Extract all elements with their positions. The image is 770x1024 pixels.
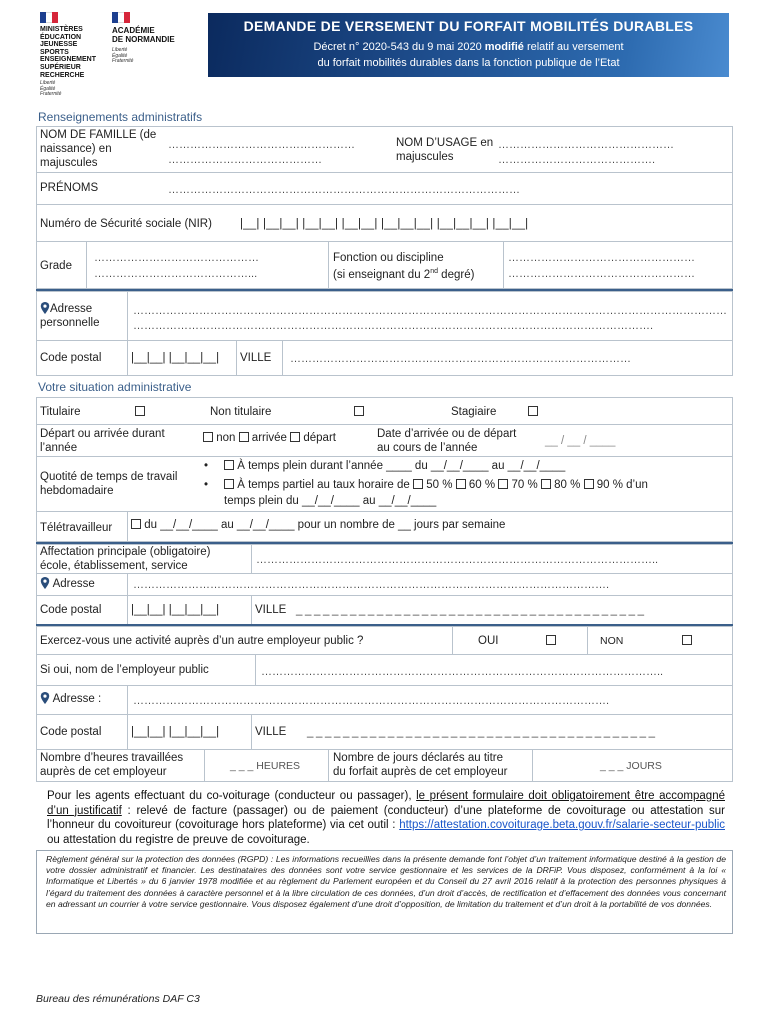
teletravail-field: du __/__/____ au __/__/____ pour un nombre de __ jours par semaine: [131, 518, 505, 532]
ville-affectation-label: VILLE: [255, 604, 287, 616]
nom-famille-label: NOM DE FAMILLE (de naissance) en majuscules: [40, 129, 157, 169]
non-titulaire-label: Non titulaire: [210, 406, 272, 418]
cp-field[interactable]: |__|__| |__|__|__|: [131, 352, 220, 364]
employeur-adresse-field[interactable]: ………………………………………………………………………………………………………………….: [133, 695, 610, 707]
temps-partiel-dates[interactable]: temps plein du __/__/____ au __/__/____: [224, 495, 437, 507]
depart-options: non arrivée départ: [203, 431, 336, 445]
grade-field[interactable]: ………………………………………: [94, 252, 259, 264]
nom-usage-label: NOM D’USAGE en majuscules: [396, 137, 494, 163]
temps-partiel-option: À temps partiel au taux horaire de 50 % 60 % 70 % 80 % 90 % d’un: [224, 478, 648, 492]
depart-label: Départ ou arrivée durant l’année: [40, 428, 165, 454]
quotite-label: Quotité de temps de travail hebdomadaire: [40, 471, 178, 497]
employeur-cp-field[interactable]: |__|__| |__|__|__|: [131, 726, 220, 738]
location-pin-icon: [40, 577, 50, 589]
oui-label: OUI: [478, 635, 499, 647]
employeur-nom-label: Si oui, nom de l’employeur public: [40, 664, 209, 676]
page-title: DEMANDE DE VERSEMENT DU FORFAIT MOBILITÉS DURABLES: [243, 18, 694, 34]
flag-icon: [40, 12, 58, 23]
employeur-ville-label: VILLE: [255, 726, 287, 738]
stagiaire-checkbox[interactable]: [528, 406, 538, 416]
teletravail-label: Télétravailleur: [40, 522, 113, 534]
employeur-cp-label: Code postal: [40, 726, 102, 738]
ville-affectation-field[interactable]: _ _ _ _ _ _ _ _ _ _ _ _ _ _ _ _ _ _ _ _ _ _ _ _ _ _ _ _ _ _ _ _ _ _ _ _ _ _ _: [296, 604, 644, 616]
adresse-perso-label: Adresse personnelle: [40, 303, 100, 329]
cp-affectation-label: Code postal: [40, 604, 102, 616]
prenoms-label: PRÉNOMS: [40, 182, 99, 194]
oui-checkbox[interactable]: [546, 635, 556, 645]
arrivee-checkbox[interactable]: [239, 432, 249, 442]
location-pin-icon: [40, 692, 50, 704]
academy-logo: ACADÉMIE DE NORMANDIE Liberté Égalité Fraternité: [112, 12, 202, 82]
section-title-admin: Renseignements administratifs: [38, 110, 203, 124]
teletravail-checkbox[interactable]: [131, 519, 141, 529]
location-pin-icon: [40, 302, 50, 314]
ville-label: VILLE: [240, 352, 272, 364]
cp-affectation-field[interactable]: |__|__| |__|__|__|: [131, 604, 220, 616]
prenoms-field[interactable]: ……………………………………………………………………………………: [168, 184, 520, 196]
ministry-logo: MINISTÈRES ÉDUCATION JEUNESSE SPORTS ENSEIGNEMENT SUPÉRIEUR RECHERCHE Liberté Égalité Fraternité: [40, 12, 102, 82]
fonction-field[interactable]: ……………………………………………: [508, 252, 695, 264]
adresse-affectation-label: Adresse: [40, 577, 95, 591]
non-employeur-checkbox[interactable]: [682, 635, 692, 645]
flag-icon: [112, 12, 130, 23]
non-checkbox[interactable]: [203, 432, 213, 442]
non-titulaire-checkbox[interactable]: [354, 406, 364, 416]
temps-plein-checkbox[interactable]: [224, 460, 234, 470]
titulaire-checkbox[interactable]: [135, 406, 145, 416]
nir-field[interactable]: |__| |__|__| |__|__| |__|__| |__|__|__| |__|__|__| |__|__|: [240, 218, 529, 230]
date-label: Date d’arrivée ou de départ au cours de l’année: [377, 428, 517, 454]
employeur-nom-field[interactable]: ………………………………………………………………………………………………..: [261, 666, 664, 678]
heures-field[interactable]: _ _ _ HEURES: [230, 760, 301, 772]
titulaire-label: Titulaire: [40, 406, 81, 418]
fonction-label: Fonction ou discipline (si enseignant du 2nd degré): [333, 252, 475, 281]
title-banner: [208, 13, 729, 77]
nir-label: Numéro de Sécurité sociale (NIR): [40, 218, 212, 230]
employeur-adresse-label: Adresse :: [40, 692, 101, 706]
date-field[interactable]: __ / __ / ____: [545, 435, 616, 447]
adresse-perso-field[interactable]: ………………………………………………………………………………………………………………………………………………: [133, 305, 727, 317]
section-title-situation: Votre situation administrative: [38, 380, 192, 394]
adresse-affectation-field[interactable]: ………………………………………………………………………………………………………………….: [133, 579, 610, 591]
depart-checkbox[interactable]: [290, 432, 300, 442]
non-label: NON: [600, 635, 624, 647]
page-subtitle: Décret n° 2020-543 du 9 mai 2020 modifié relatif au versement du forfait mobilités durables dans la fonction publique de l’Etat: [313, 41, 624, 69]
footer-bureau: Bureau des rémunérations DAF C3: [36, 993, 200, 1005]
jours-label: Nombre de jours déclarés au titre du forfait auprès de cet employeur: [333, 752, 508, 778]
attestation-link[interactable]: https://attestation.covoiturage.beta.gouv.fr/salarie-secteur-public: [399, 819, 725, 831]
temps-partiel-checkbox[interactable]: [224, 479, 234, 489]
affectation-label: Affectation principale (obligatoire) école, établissement, service: [40, 546, 211, 572]
heures-label: Nombre d’heures travaillées auprès de cet employeur: [40, 752, 184, 778]
grade-label: Grade: [40, 260, 72, 272]
affectation-field[interactable]: ………………………………………………………………………………………………..: [256, 554, 659, 566]
covoiturage-info: Pour les agents effectuant du co-voiturage (conducteur ou passager), le présent formulaire doit obligatoirement être accompagné d’un justificatif : relevé de facture (passager) ou de paiement (conducteur) d’une plateforme de covoiturage ou attestation sur l’honneur du covoitureur (covoiturage hors plateforme) via cet outil : https://attestation.covoiturage.beta.gouv.fr/salarie-secteur-public ou attestation du registre de preuve de covoiturage.: [47, 790, 725, 846]
nom-usage-field[interactable]: …………………………………………: [498, 139, 674, 151]
cp-label: Code postal: [40, 352, 102, 364]
stagiaire-label: Stagiaire: [451, 406, 497, 418]
rgpd-text: Règlement général sur la protection des données (RGPD) : Les informations recueillies dans la présente demande font l’objet d’un traitement informatique destiné à la gestion de votre dossier administratif et financier. Les destinataires des données sont votre service gestionnaire et les services de la DRFiP. Vous disposez, conformément à la loi « Informatique et Libertés » du 6 janvier 1978 modifiée et au règlement du Parlement européen et du Conseil du 27 avril 2016 relatif à la protection des personnes physiques à l’égard du traitement des données à caractère personnel et à la libre circulation de ces données, d’un droit d’accès, de rectification et d’effacement des données vous concernant en adressant un courrier à votre service gestionnaire. Vous disposez également d’une droit d’opposition, de limitation du traitement et d’un droit à la portabilité de vos données.: [46, 854, 726, 909]
autre-employeur-question: Exercez-vous une activité auprès d’un autre employeur public ?: [40, 635, 364, 647]
temps-plein-option: À temps plein durant l’année ____ du __/__/____ au __/__/____: [224, 459, 565, 473]
ville-field[interactable]: …………………………………………………………………………………: [290, 353, 631, 365]
employeur-ville-field[interactable]: _ _ _ _ _ _ _ _ _ _ _ _ _ _ _ _ _ _ _ _ _ _ _ _ _ _ _ _ _ _ _ _ _ _ _ _ _ _ _: [307, 726, 655, 738]
jours-field[interactable]: _ _ _ JOURS: [600, 760, 662, 772]
nom-famille-field[interactable]: ……………………………………………: [168, 139, 355, 151]
